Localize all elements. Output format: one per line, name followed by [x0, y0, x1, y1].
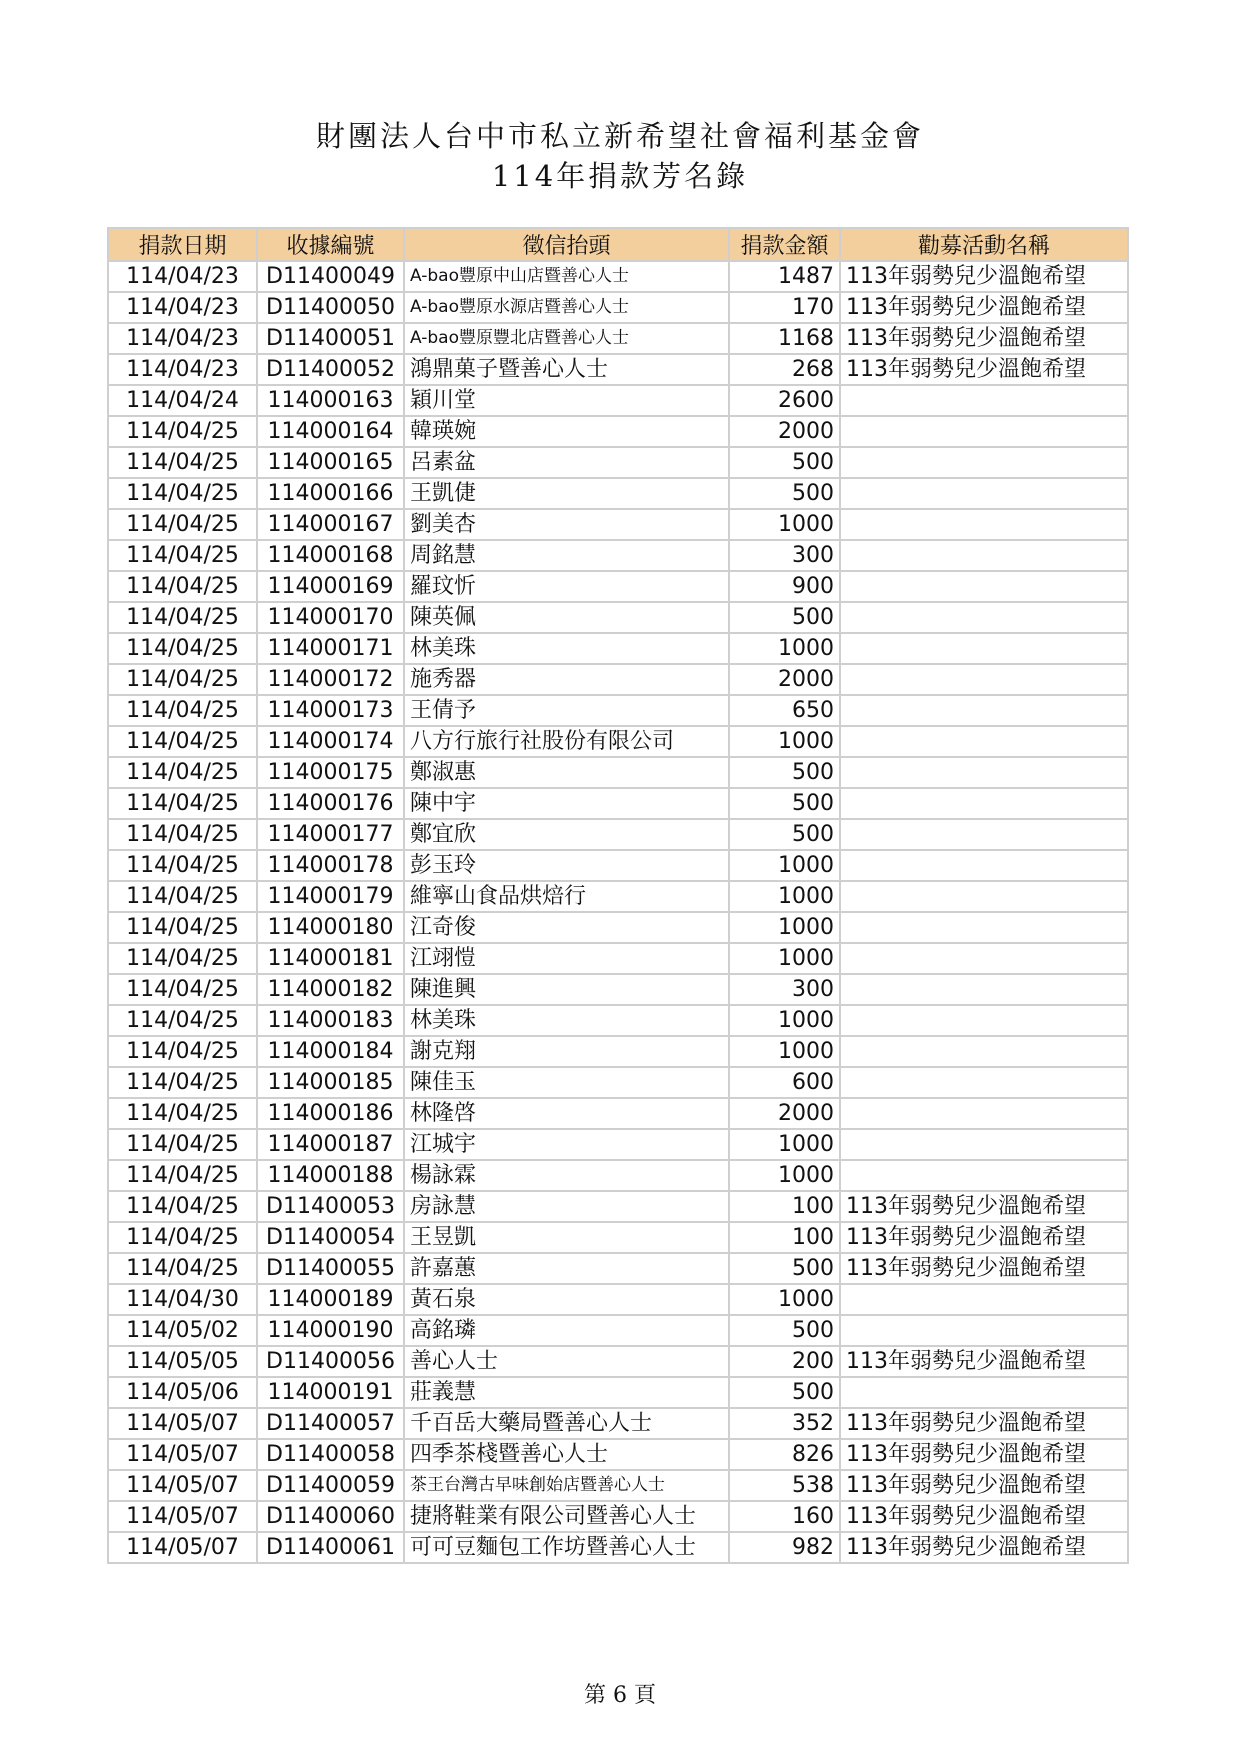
cell-amount: 2000 — [729, 416, 840, 447]
cell-donor: 謝克翔 — [404, 1036, 729, 1067]
cell-receipt: D11400060 — [257, 1501, 404, 1532]
cell-campaign — [840, 974, 1128, 1005]
table-row — [108, 1532, 1128, 1563]
cell-amount: 982 — [729, 1532, 840, 1563]
cell-amount: 2000 — [729, 664, 840, 695]
table-row — [108, 602, 1128, 633]
cell-campaign: 113年弱勢兒少溫飽希望 — [840, 323, 1128, 354]
cell-receipt: D11400058 — [257, 1439, 404, 1470]
cell-amount: 160 — [729, 1501, 840, 1532]
cell-donor: 彭玉玲 — [404, 850, 729, 881]
table-row — [108, 540, 1128, 571]
cell-donor: 王昱凱 — [404, 1222, 729, 1253]
cell-date: 114/04/25 — [108, 881, 257, 912]
cell-amount: 1000 — [729, 1129, 840, 1160]
cell-donor: 林美珠 — [404, 633, 729, 664]
cell-donor: 黃石泉 — [404, 1284, 729, 1315]
cell-amount: 268 — [729, 354, 840, 385]
cell-campaign — [840, 1315, 1128, 1346]
cell-receipt: 114000191 — [257, 1377, 404, 1408]
cell-amount: 500 — [729, 819, 840, 850]
table-row — [108, 1036, 1128, 1067]
cell-date: 114/04/25 — [108, 540, 257, 571]
cell-receipt: D11400055 — [257, 1253, 404, 1284]
cell-amount: 1000 — [729, 1284, 840, 1315]
cell-date: 114/05/07 — [108, 1439, 257, 1470]
table-row — [108, 478, 1128, 509]
cell-campaign — [840, 788, 1128, 819]
cell-campaign: 113年弱勢兒少溫飽希望 — [840, 1408, 1128, 1439]
cell-receipt: D11400056 — [257, 1346, 404, 1377]
table-row — [108, 1222, 1128, 1253]
cell-donor: 呂素盆 — [404, 447, 729, 478]
cell-campaign: 113年弱勢兒少溫飽希望 — [840, 1222, 1128, 1253]
table-row — [108, 943, 1128, 974]
table-row — [108, 819, 1128, 850]
cell-campaign — [840, 819, 1128, 850]
cell-campaign — [840, 912, 1128, 943]
cell-date: 114/04/25 — [108, 478, 257, 509]
cell-donor: 維寧山食品烘焙行 — [404, 881, 729, 912]
cell-receipt: 114000169 — [257, 571, 404, 602]
cell-date: 114/05/02 — [108, 1315, 257, 1346]
cell-campaign — [840, 943, 1128, 974]
cell-date: 114/04/25 — [108, 571, 257, 602]
cell-donor: 江城宇 — [404, 1129, 729, 1160]
table-row — [108, 695, 1128, 726]
cell-donor: 江奇俊 — [404, 912, 729, 943]
cell-receipt: D11400057 — [257, 1408, 404, 1439]
cell-campaign: 113年弱勢兒少溫飽希望 — [840, 1346, 1128, 1377]
cell-receipt: 114000189 — [257, 1284, 404, 1315]
cell-campaign — [840, 416, 1128, 447]
cell-amount: 300 — [729, 540, 840, 571]
cell-campaign: 113年弱勢兒少溫飽希望 — [840, 1253, 1128, 1284]
cell-receipt: 114000171 — [257, 633, 404, 664]
cell-campaign: 113年弱勢兒少溫飽希望 — [840, 1470, 1128, 1501]
cell-date: 114/04/25 — [108, 1067, 257, 1098]
cell-date: 114/04/25 — [108, 1005, 257, 1036]
cell-date: 114/04/23 — [108, 323, 257, 354]
cell-donor: 可可豆麵包工作坊暨善心人士 — [404, 1532, 729, 1563]
table-row — [108, 1501, 1128, 1532]
cell-campaign — [840, 1036, 1128, 1067]
cell-date: 114/04/25 — [108, 416, 257, 447]
table-row — [108, 1284, 1128, 1315]
cell-receipt: D11400059 — [257, 1470, 404, 1501]
table-row — [108, 385, 1128, 416]
cell-amount: 1000 — [729, 881, 840, 912]
cell-amount: 1000 — [729, 1036, 840, 1067]
cell-receipt: 114000184 — [257, 1036, 404, 1067]
cell-date: 114/04/23 — [108, 261, 257, 292]
cell-donor: 穎川堂 — [404, 385, 729, 416]
table-row — [108, 1005, 1128, 1036]
cell-campaign — [840, 633, 1128, 664]
cell-amount: 1000 — [729, 850, 840, 881]
cell-receipt: D11400049 — [257, 261, 404, 292]
cell-receipt: D11400051 — [257, 323, 404, 354]
cell-date: 114/04/25 — [108, 1129, 257, 1160]
cell-date: 114/04/25 — [108, 726, 257, 757]
cell-amount: 500 — [729, 602, 840, 633]
cell-amount: 1000 — [729, 509, 840, 540]
cell-donor: 鄭宜欣 — [404, 819, 729, 850]
cell-donor: 千百岳大藥局暨善心人士 — [404, 1408, 729, 1439]
cell-date: 114/04/25 — [108, 1222, 257, 1253]
cell-amount: 500 — [729, 1253, 840, 1284]
cell-donor: 陳中宇 — [404, 788, 729, 819]
column-header-receipt: 收據編號 — [257, 228, 404, 261]
table-row — [108, 1408, 1128, 1439]
cell-receipt: D11400061 — [257, 1532, 404, 1563]
table-body — [108, 261, 1128, 1563]
cell-amount: 100 — [729, 1191, 840, 1222]
cell-date: 114/04/25 — [108, 974, 257, 1005]
cell-campaign — [840, 1160, 1128, 1191]
cell-date: 114/04/25 — [108, 757, 257, 788]
table-row — [108, 1253, 1128, 1284]
cell-donor: 林美珠 — [404, 1005, 729, 1036]
table-row — [108, 974, 1128, 1005]
cell-campaign — [840, 881, 1128, 912]
cell-date: 114/04/25 — [108, 943, 257, 974]
cell-receipt: 114000185 — [257, 1067, 404, 1098]
cell-campaign: 113年弱勢兒少溫飽希望 — [840, 1191, 1128, 1222]
cell-receipt: 114000165 — [257, 447, 404, 478]
cell-date: 114/04/25 — [108, 447, 257, 478]
cell-receipt: 114000166 — [257, 478, 404, 509]
column-header-campaign: 勸募活動名稱 — [840, 228, 1128, 261]
cell-date: 114/04/25 — [108, 1098, 257, 1129]
cell-campaign — [840, 447, 1128, 478]
cell-amount: 500 — [729, 447, 840, 478]
cell-amount: 500 — [729, 788, 840, 819]
table-row — [108, 757, 1128, 788]
table-row — [108, 1067, 1128, 1098]
table-row — [108, 323, 1128, 354]
cell-campaign — [840, 1377, 1128, 1408]
cell-amount: 200 — [729, 1346, 840, 1377]
cell-campaign — [840, 1098, 1128, 1129]
table-header-row — [108, 228, 1128, 261]
cell-receipt: 114000187 — [257, 1129, 404, 1160]
cell-donor: 捷將鞋業有限公司暨善心人士 — [404, 1501, 729, 1532]
cell-amount: 1000 — [729, 1160, 840, 1191]
cell-amount: 170 — [729, 292, 840, 323]
cell-campaign: 113年弱勢兒少溫飽希望 — [840, 1532, 1128, 1563]
cell-donor: 周銘慧 — [404, 540, 729, 571]
cell-donor: 施秀器 — [404, 664, 729, 695]
table-row — [108, 1377, 1128, 1408]
cell-donor: 八方行旅行社股份有限公司 — [404, 726, 729, 757]
cell-amount: 1000 — [729, 726, 840, 757]
cell-date: 114/04/25 — [108, 850, 257, 881]
cell-campaign — [840, 850, 1128, 881]
cell-amount: 500 — [729, 478, 840, 509]
table-row — [108, 354, 1128, 385]
cell-donor: 茶王台灣古早味創始店暨善心人士 — [404, 1470, 729, 1501]
cell-donor: 鄭淑惠 — [404, 757, 729, 788]
cell-receipt: 114000174 — [257, 726, 404, 757]
cell-receipt: 114000190 — [257, 1315, 404, 1346]
cell-campaign — [840, 540, 1128, 571]
cell-campaign — [840, 726, 1128, 757]
cell-amount: 500 — [729, 1377, 840, 1408]
cell-donor: 善心人士 — [404, 1346, 729, 1377]
cell-date: 114/04/25 — [108, 1036, 257, 1067]
table-row — [108, 726, 1128, 757]
cell-date: 114/05/07 — [108, 1532, 257, 1563]
table-row — [108, 509, 1128, 540]
cell-receipt: 114000177 — [257, 819, 404, 850]
table-row — [108, 416, 1128, 447]
cell-date: 114/05/07 — [108, 1470, 257, 1501]
cell-receipt: 114000186 — [257, 1098, 404, 1129]
cell-campaign — [840, 602, 1128, 633]
table-row — [108, 261, 1128, 292]
cell-donor: 林隆啓 — [404, 1098, 729, 1129]
cell-amount: 1000 — [729, 912, 840, 943]
cell-donor: 王凱倢 — [404, 478, 729, 509]
cell-receipt: 114000163 — [257, 385, 404, 416]
cell-campaign: 113年弱勢兒少溫飽希望 — [840, 1501, 1128, 1532]
cell-donor: 陳進興 — [404, 974, 729, 1005]
cell-donor: 陳佳玉 — [404, 1067, 729, 1098]
cell-amount: 600 — [729, 1067, 840, 1098]
cell-date: 114/04/25 — [108, 788, 257, 819]
cell-donor: A-bao豐原中山店暨善心人士 — [404, 261, 729, 292]
page-number: 第 6 頁 — [584, 1683, 656, 1708]
cell-receipt: 114000188 — [257, 1160, 404, 1191]
table-row — [108, 1191, 1128, 1222]
cell-campaign: 113年弱勢兒少溫飽希望 — [840, 261, 1128, 292]
cell-receipt: 114000179 — [257, 881, 404, 912]
cell-amount: 500 — [729, 757, 840, 788]
table-row — [108, 912, 1128, 943]
cell-donor: 陳英佩 — [404, 602, 729, 633]
cell-receipt: 114000176 — [257, 788, 404, 819]
cell-campaign — [840, 1067, 1128, 1098]
cell-donor: 許嘉蕙 — [404, 1253, 729, 1284]
cell-date: 114/05/05 — [108, 1346, 257, 1377]
cell-date: 114/04/23 — [108, 292, 257, 323]
cell-date: 114/04/30 — [108, 1284, 257, 1315]
cell-donor: 羅玟忻 — [404, 571, 729, 602]
cell-date: 114/04/25 — [108, 1253, 257, 1284]
cell-receipt: 114000175 — [257, 757, 404, 788]
table-row — [108, 850, 1128, 881]
cell-campaign — [840, 1129, 1128, 1160]
cell-amount: 1000 — [729, 1005, 840, 1036]
cell-amount: 900 — [729, 571, 840, 602]
table-row — [108, 1129, 1128, 1160]
column-header-amount: 捐款金額 — [729, 228, 840, 261]
cell-date: 114/04/25 — [108, 509, 257, 540]
cell-campaign — [840, 664, 1128, 695]
column-header-donor: 徵信抬頭 — [404, 228, 729, 261]
table-row — [108, 788, 1128, 819]
org-title: 財團法人台中市私立新希望社會福利基金會 — [315, 119, 924, 153]
cell-date: 114/04/25 — [108, 602, 257, 633]
cell-date: 114/05/07 — [108, 1501, 257, 1532]
table-row — [108, 1315, 1128, 1346]
cell-date: 114/05/07 — [108, 1408, 257, 1439]
cell-campaign — [840, 695, 1128, 726]
cell-date: 114/04/25 — [108, 633, 257, 664]
cell-amount: 826 — [729, 1439, 840, 1470]
cell-campaign — [840, 478, 1128, 509]
cell-date: 114/04/25 — [108, 1191, 257, 1222]
cell-campaign: 113年弱勢兒少溫飽希望 — [840, 354, 1128, 385]
cell-donor: A-bao豐原豐北店暨善心人士 — [404, 323, 729, 354]
cell-donor: 鴻鼎菓子暨善心人士 — [404, 354, 729, 385]
table-row — [108, 1439, 1128, 1470]
cell-amount: 500 — [729, 1315, 840, 1346]
cell-date: 114/04/25 — [108, 664, 257, 695]
cell-donor: A-bao豐原水源店暨善心人士 — [404, 292, 729, 323]
cell-donor: 四季茶棧暨善心人士 — [404, 1439, 729, 1470]
table-row — [108, 1160, 1128, 1191]
cell-campaign — [840, 757, 1128, 788]
cell-donor: 江翊愷 — [404, 943, 729, 974]
cell-date: 114/04/24 — [108, 385, 257, 416]
cell-campaign — [840, 1284, 1128, 1315]
cell-amount: 538 — [729, 1470, 840, 1501]
cell-receipt: 114000180 — [257, 912, 404, 943]
cell-amount: 1168 — [729, 323, 840, 354]
table-row — [108, 571, 1128, 602]
cell-amount: 100 — [729, 1222, 840, 1253]
cell-receipt: 114000178 — [257, 850, 404, 881]
table-row — [108, 881, 1128, 912]
cell-receipt: D11400054 — [257, 1222, 404, 1253]
cell-amount: 1000 — [729, 943, 840, 974]
table-row — [108, 664, 1128, 695]
cell-date: 114/04/25 — [108, 1160, 257, 1191]
cell-receipt: 114000167 — [257, 509, 404, 540]
cell-campaign — [840, 571, 1128, 602]
cell-date: 114/04/25 — [108, 912, 257, 943]
cell-campaign: 113年弱勢兒少溫飽希望 — [840, 1439, 1128, 1470]
cell-receipt: D11400050 — [257, 292, 404, 323]
cell-campaign: 113年弱勢兒少溫飽希望 — [840, 292, 1128, 323]
cell-campaign — [840, 385, 1128, 416]
cell-donor: 高銘璘 — [404, 1315, 729, 1346]
cell-donor: 韓瑛婉 — [404, 416, 729, 447]
cell-receipt: 114000182 — [257, 974, 404, 1005]
cell-receipt: 114000164 — [257, 416, 404, 447]
table-row — [108, 447, 1128, 478]
cell-donor: 莊義慧 — [404, 1377, 729, 1408]
cell-amount: 352 — [729, 1408, 840, 1439]
cell-receipt: 114000170 — [257, 602, 404, 633]
cell-date: 114/04/25 — [108, 695, 257, 726]
cell-amount: 1487 — [729, 261, 840, 292]
cell-donor: 楊詠霖 — [404, 1160, 729, 1191]
cell-date: 114/04/23 — [108, 354, 257, 385]
cell-donor: 王倩予 — [404, 695, 729, 726]
column-header-date: 捐款日期 — [108, 228, 257, 261]
cell-donor: 劉美杏 — [404, 509, 729, 540]
table-row — [108, 1470, 1128, 1501]
list-title: 114年捐款芳名錄 — [491, 159, 749, 193]
cell-receipt: 114000172 — [257, 664, 404, 695]
cell-receipt: 114000181 — [257, 943, 404, 974]
cell-receipt: 114000173 — [257, 695, 404, 726]
table-row — [108, 1346, 1128, 1377]
cell-amount: 300 — [729, 974, 840, 1005]
table-row — [108, 292, 1128, 323]
cell-receipt: D11400053 — [257, 1191, 404, 1222]
cell-receipt: 114000168 — [257, 540, 404, 571]
cell-date: 114/05/06 — [108, 1377, 257, 1408]
cell-amount: 2600 — [729, 385, 840, 416]
cell-receipt: 114000183 — [257, 1005, 404, 1036]
cell-campaign — [840, 1005, 1128, 1036]
cell-date: 114/04/25 — [108, 819, 257, 850]
cell-campaign — [840, 509, 1128, 540]
donation-table — [107, 227, 1129, 1564]
table-row — [108, 633, 1128, 664]
cell-amount: 650 — [729, 695, 840, 726]
cell-amount: 1000 — [729, 633, 840, 664]
table-row — [108, 1098, 1128, 1129]
cell-amount: 2000 — [729, 1098, 840, 1129]
cell-receipt: D11400052 — [257, 354, 404, 385]
cell-donor: 房詠慧 — [404, 1191, 729, 1222]
